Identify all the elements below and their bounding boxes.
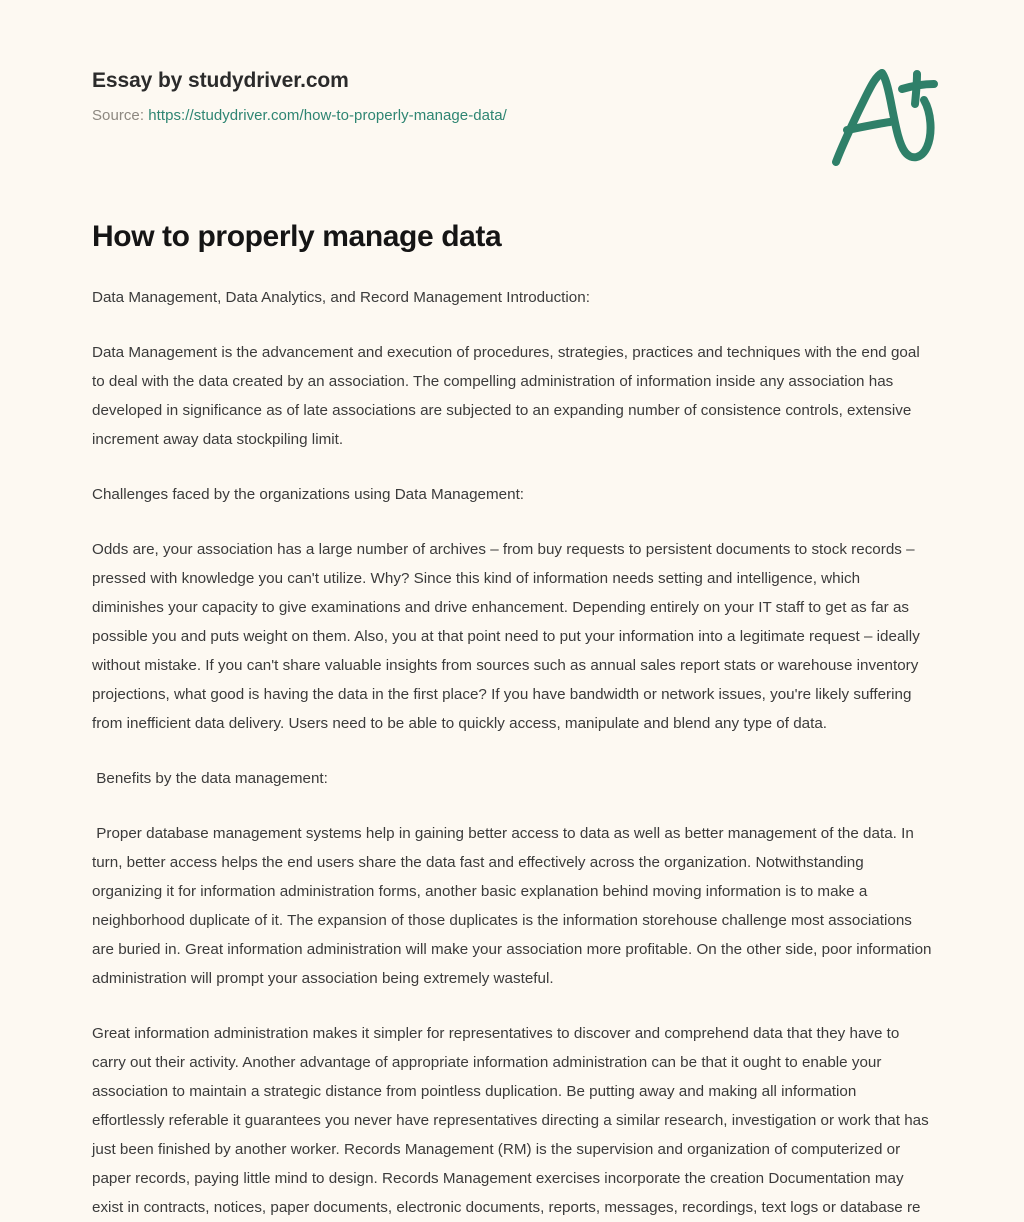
page-title: How to properly manage data bbox=[92, 219, 502, 253]
document-body bbox=[0, 283, 1024, 1222]
paragraph: Odds are, your association has a large number of archives – from buy requests to persistent documents to stock records – pressed with knowledge you can't utilize. Why? Since this kind of information needs setting and intelligence, which diminishes your capacity to give examinations and drive enhancement. Depending entirely on your IT staff to get as far as possible you and puts weight on them. Also, you at that point need to put your information into a legitimate request – ideally without mistake. If you can't share valuable insights from sources such as annual sales report stats or warehouse inventory projections, what good is having the data in the first place? If you have bandwidth or network issues, you're likely suffering from inefficient data delivery. Users need to be able to quickly access, manipulate and blend any type of data. bbox=[92, 540, 925, 732]
essay-attribution: Essay by studydriver.com bbox=[92, 69, 349, 92]
paragraph: Great information administration makes it simpler for representatives to discover and comprehend data that they have to carry out their activity. Another advantage of appropriate information administration can be that it ought to enable your association to maintain a strategic distance from pointless duplication. Be putting away and making all information effortlessly referable it guarantees you never have representatives directing a similar research, investigation or work that has just been finished by another worker. Records Management (RM) is the supervision and organization of computerized or paper records, paying little mind to design. Records Management exercises incorporate the creation Documentation may exist in contracts, notices, paper documents, electronic documents, reports, messages, recordings, text logs or database re bbox=[92, 1024, 933, 1216]
paragraph: Proper database management systems help in gaining better access to data as well as better management of the data. In turn, better access helps the end users share the data fast and effectively across the organization. Notwithstanding organizing it for information administration forms, another basic explanation behind moving information is to make a neighborhood duplicate of it. The expansion of those duplicates is the information storehouse challenge most associations are buried in. Great information administration will make your association more profitable. On the other side, poor information administration will prompt your association being extremely wasteful. bbox=[92, 824, 936, 987]
source-url-link[interactable]: https://studydriver.com/how-to-properly-manage-data/ bbox=[148, 107, 507, 125]
a-plus-logo bbox=[826, 62, 946, 172]
paragraph: Data Management is the advancement and execution of procedures, strategies, practices and techniques with the end goal to deal with the data created by an association. The compelling administration of information inside any association has developed in significance as of late associations are subjected to an expanding number of consistence controls, extensive increment away data stockpiling limit. bbox=[92, 343, 924, 448]
paragraph: Data Management, Data Analytics, and Record Management Introduction: bbox=[92, 288, 590, 306]
paragraph: Benefits by the data management: bbox=[92, 769, 328, 787]
source-label: Source: bbox=[92, 107, 149, 125]
source-line bbox=[92, 106, 932, 126]
paragraph: Challenges faced by the organizations using Data Management: bbox=[92, 485, 525, 503]
